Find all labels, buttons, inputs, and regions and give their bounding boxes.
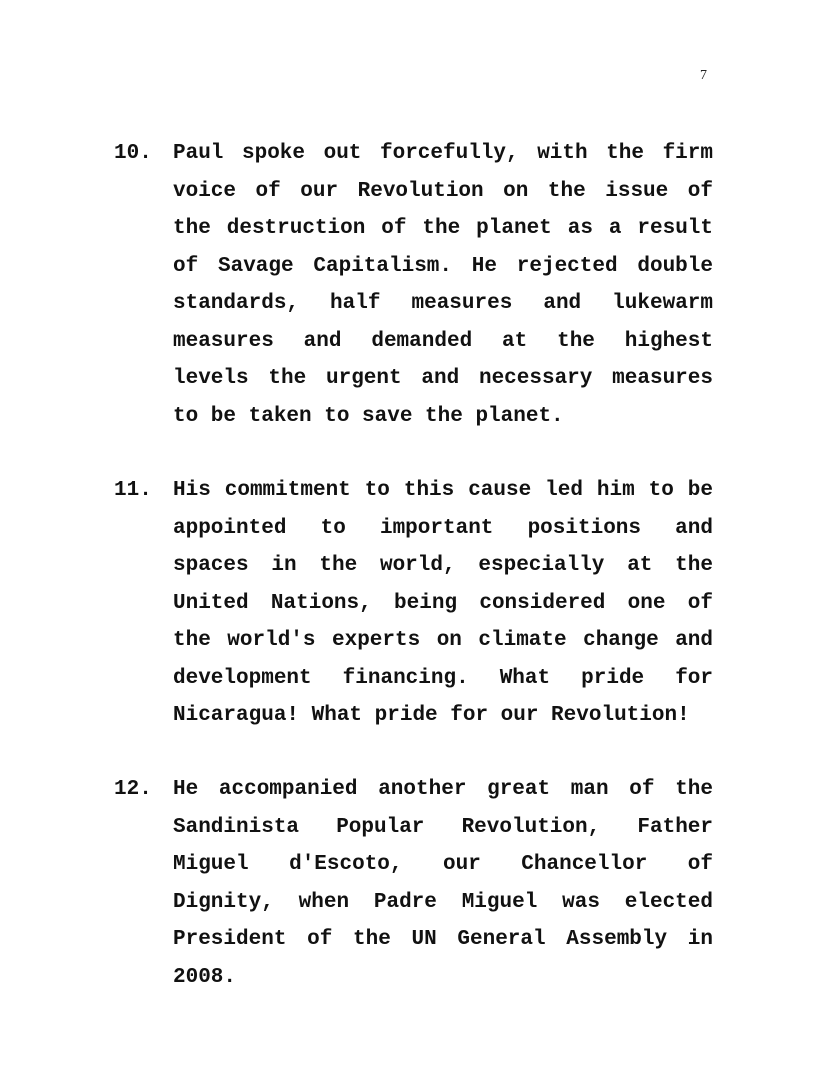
item-number: 10. <box>114 142 152 165</box>
list-item-12 <box>114 771 714 996</box>
item-number: 12. <box>114 778 152 801</box>
page-number: 7 <box>700 68 707 83</box>
item-paragraph: He accompanied another great man of the Sandinista Popular Revolution, Father Miguel d'Escoto, our Chancellor of Dignity, when Padre Miguel was elected President of the UN General Assembly in 2008. <box>173 778 713 989</box>
list-item-10 <box>114 135 714 435</box>
list-item-11 <box>114 472 714 735</box>
item-paragraph: Paul spoke out forcefully, with the firm voice of our Revolution on the issue of the destruction of the planet as a result of Savage Capitalism. He rejected double standards, half measures and lukewarm measures and demanded at the highest levels the urgent and necessary measures to be taken to save the planet. <box>173 142 713 428</box>
item-paragraph: His commitment to this cause led him to be appointed to important positions and spaces in the world, especially at the United Nations, being considered one of the world's experts on climate change and development financing. What pride for Nicaragua! What pride for our Revolution! <box>173 479 713 727</box>
item-number: 11. <box>114 479 152 502</box>
